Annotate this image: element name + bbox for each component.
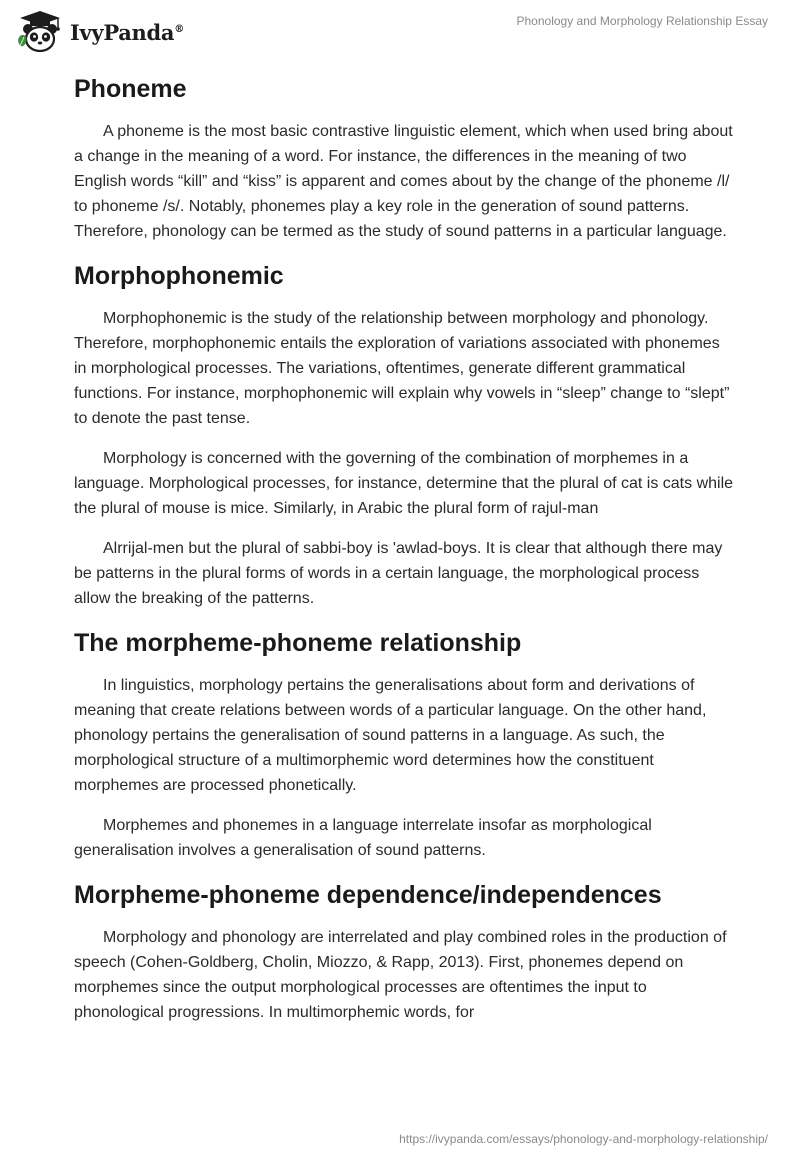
section-heading: The morpheme-phoneme relationship	[74, 629, 522, 657]
paragraph: Morphemes and phonemes in a language interrelate insofar as morphological generalisation involves a generalisation of sound patterns.	[74, 817, 652, 859]
ivypanda-logo[interactable]	[14, 10, 184, 54]
page-header	[0, 0, 800, 64]
brand-name: IvyPanda®	[70, 19, 184, 45]
paragraph: Morphophonemic is the study of the relationship between morphology and phonology. Therefore, morphophonemic entails the exploration of variations associated with phonemes in morphological processes. The variations, oftentimes, generate different grammatical functions. For instance, morphophonemic will explain why vowels in “sleep” change to “slept” to denote the past tense.	[74, 310, 730, 427]
section-heading: Morpheme-phoneme dependence/independences	[74, 881, 662, 909]
paragraph: A phoneme is the most basic contrastive linguistic element, which when used bring about a change in the meaning of a word. For instance, the differences in the meaning of two English words “kill” and “kiss” is apparent and comes about by the change of the phoneme /l/ to phoneme /s/. Notably, phonemes play a key role in the generation of sound patterns. Therefore, phonology can be termed as the study of sound patterns in a particular language.	[74, 123, 733, 240]
source-url-link[interactable]: https://ivypanda.com/essays/phonology-and-morphology-relationship/	[399, 1132, 768, 1146]
paragraph: Morphology and phonology are interrelated and play combined roles in the production of speech (Cohen-Goldberg, Cholin, Miozzo, & Rapp, 2013). First, phonemes depend on morphemes since the output morphological processes are oftentimes the input to phonological progressions. In multimorphemic words, for	[74, 929, 727, 1021]
panda-logo-icon	[14, 10, 66, 54]
section-heading: Phoneme	[74, 75, 187, 103]
section-heading: Morphophonemic	[74, 262, 284, 290]
paragraph: In linguistics, morphology pertains the generalisations about form and derivations of meaning that create relations between words of a particular language. On the other hand, phonology pertains the generalisation of sound patterns in a language. As such, the morphological structure of a multimorphemic word determines how the constituent morphemes are processed phonetically.	[74, 677, 707, 794]
paragraph: Alrrijal-men but the plural of sabbi-boy is 'awlad-boys. It is clear that although there may be patterns in the plural forms of words in a certain language, the morphological process allow the breaking of the patterns.	[74, 540, 723, 607]
registered-mark: ®	[174, 23, 184, 35]
document-title: Phonology and Morphology Relationship Essay	[516, 14, 768, 28]
paragraph: Morphology is concerned with the governing of the combination of morphemes in a language. Morphological processes, for instance, determine that the plural of cat is cats while the plural of mouse is mice. Similarly, in Arabic the plural form of rajul-man	[74, 450, 734, 517]
essay-body	[74, 70, 734, 1025]
